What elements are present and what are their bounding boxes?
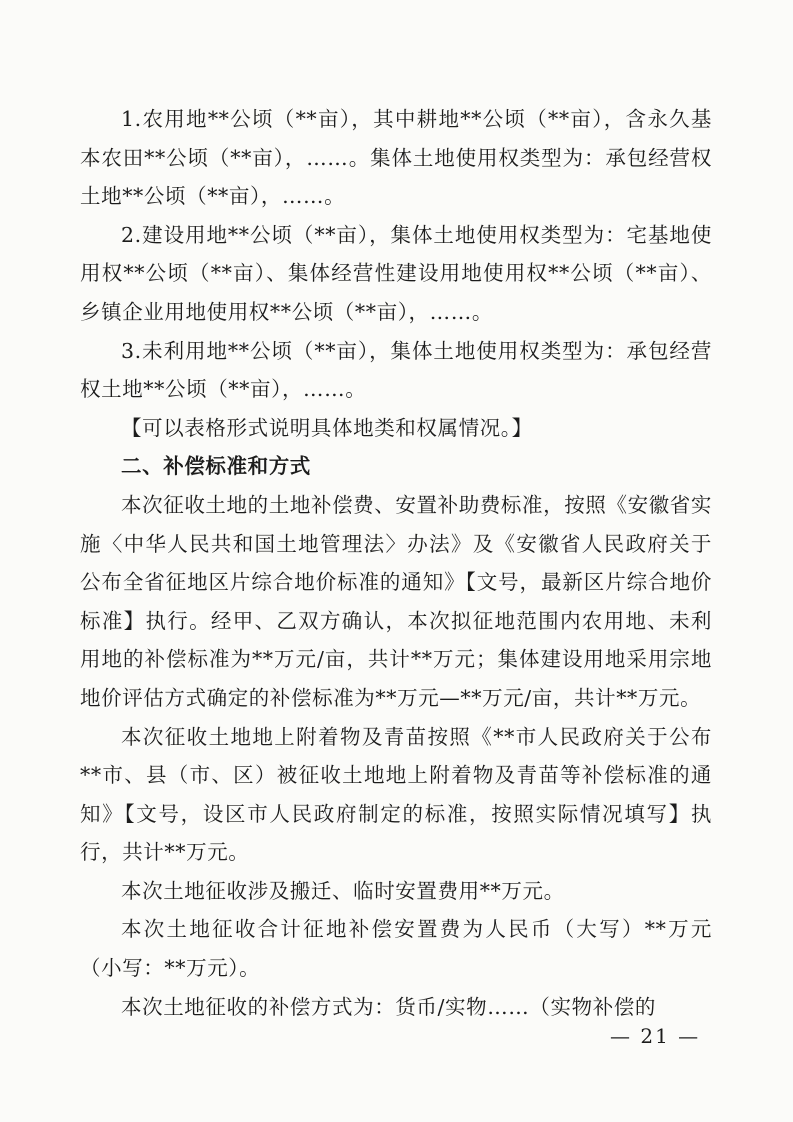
section-heading-compensation: 二、补偿标准和方式: [121, 454, 311, 479]
paragraph-agricultural-land: 1.农用地**公顷（**亩），其中耕地**公顷（**亩），含永久基本农田**公顷（**亩），……。集体土地使用权类型为：承包经营权土地**公顷（**亩），……。: [80, 107, 712, 209]
page-number: — 21 —: [610, 1024, 701, 1048]
document-body: [80, 100, 712, 1026]
paragraph-construction-land: 2.建设用地**公顷（**亩），集体土地使用权类型为：宅基地使用权**公顷（**亩）、集体经营性建设用地使用权**公顷（**亩）、乡镇企业用地使用权**公顷（**亩），……。: [80, 222, 712, 324]
paragraph-compensation-method: 本次土地征收的补偿方式为：货币/实物……（实物补偿的: [121, 994, 657, 1019]
paragraph-attachments-crops: 本次征收土地地上附着物及青苗按照《**市人民政府关于公布**市、县（市、区）被征收土地地上附着物及青苗等补偿标准的通知》【文号，设区市人民政府制定的标准，按照实际情况填写】执行，共计**万元。: [80, 724, 712, 865]
paragraph-relocation-cost: 本次土地征收涉及搬迁、临时安置费用**万元。: [121, 878, 565, 903]
paragraph-compensation-standard: 本次征收土地的土地补偿费、安置补助费标准，按照《安徽省实施〈中华人民共和国土地管理法〉办法》及《安徽省人民政府关于公布全省征地区片综合地价标准的通知》【文号，最新区片综合地价标准】执行。经甲、乙双方确认，本次拟征地范围内农用地、未利用地的补偿标准为**万元/亩，共计**万元；集体建设用地采用宗地地价评估方式确定的补偿标准为**万元—**万元/亩，共计**万元。: [80, 492, 712, 710]
paragraph-table-note: 【可以表格形式说明具体地类和权属情况。】: [121, 415, 533, 440]
paragraph-total-fee: 本次土地征收合计征地补偿安置费为人民币（大写）**万元（小写：**万元）。: [80, 917, 712, 981]
paragraph-unused-land: 3.未利用地**公顷（**亩），集体土地使用权类型为：承包经营权土地**公顷（**亩），……。: [80, 338, 712, 402]
